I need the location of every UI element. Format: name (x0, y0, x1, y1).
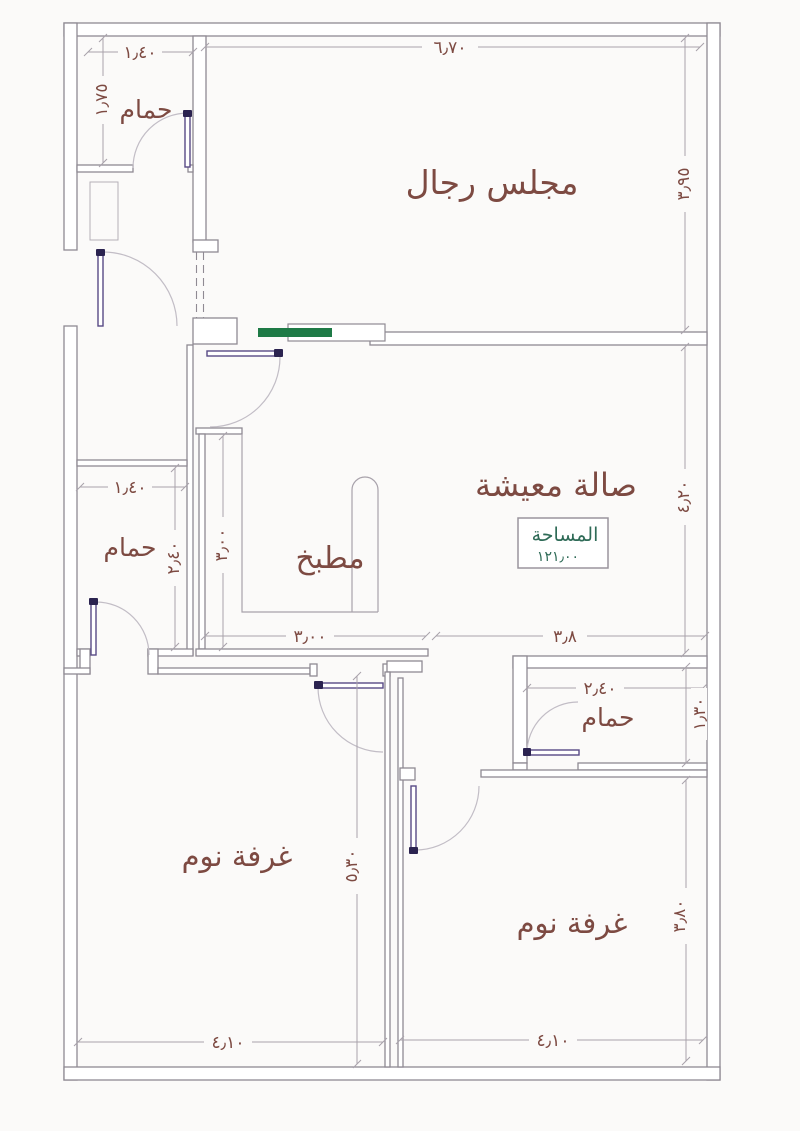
door-arc (96, 602, 149, 655)
door-leaf (411, 786, 416, 850)
dim-bath3-width (523, 679, 707, 699)
wall-hall-step (387, 661, 422, 672)
dim-text: ٢٫٤٠ (164, 541, 184, 575)
room-label-bathroom-top: حمام (119, 95, 173, 124)
area-stamp (518, 518, 608, 568)
dim-text: ٣٫٨٠ (670, 899, 690, 933)
room-label-bathroom-middle: حمام (103, 533, 157, 562)
wall-bath1-bottom (77, 165, 133, 172)
wall-right (707, 23, 720, 1080)
room-label-bedroom-left: غرفة نوم (181, 839, 293, 873)
room-label-living: صالة معيشة (475, 466, 637, 504)
door-bathroom-middle (89, 598, 149, 655)
dim-bedroom1-height (342, 672, 362, 1068)
wall-bath2-right (187, 345, 193, 655)
room-label-kitchen: مطبخ (295, 541, 365, 576)
door-arc (103, 252, 177, 326)
kitchen-counter (242, 434, 378, 612)
door-cap (96, 249, 105, 256)
dim-text: ٤٫١٠ (536, 1031, 570, 1051)
door-cap (523, 748, 531, 756)
wall-bedroom2-door-jamb (400, 768, 415, 780)
wall-bedroom-divider-a (385, 672, 390, 1067)
door-cap (409, 847, 418, 854)
wall-bedroom1-door-jamb-left (310, 664, 317, 676)
door-cap (89, 598, 98, 605)
window-green-sash (258, 328, 332, 337)
dim-bath2-width (76, 478, 189, 498)
wall-vestibule-right (193, 36, 206, 242)
wall-top (64, 23, 720, 36)
wall-pilaster (193, 318, 237, 344)
door-leaf (91, 600, 96, 655)
dim-majlis-width (201, 38, 704, 58)
wall-majlis-living (370, 332, 707, 345)
dim-living-width (432, 627, 709, 647)
dim-text: ١٫٤٠ (113, 478, 147, 498)
door-leaf (185, 112, 190, 167)
door-leaf (98, 251, 103, 326)
door-bedroom-left (314, 681, 383, 752)
door-leaf (318, 683, 383, 688)
wall-bath3-bottom-right (578, 763, 707, 770)
dim-kitchen-height (212, 432, 232, 651)
dim-text: ١٫٤٠ (123, 43, 157, 63)
dim-text: ١٫٣٠ (690, 697, 710, 731)
dim-kitchen-width (201, 627, 430, 647)
wall-left-lower (64, 326, 77, 1080)
room-label-bathroom-small: حمام (581, 703, 635, 732)
dim-bath2-height (164, 464, 184, 651)
room-label-majlis: مجلس رجال (405, 163, 579, 202)
door-main-entrance (96, 249, 177, 326)
wall-kitchen-left (199, 434, 205, 649)
dim-text: ٣٫٨ (553, 627, 577, 647)
door-leaf (207, 351, 279, 356)
dim-text: ٦٫٧٠ (433, 38, 467, 58)
dim-bedroom2-width (396, 1031, 707, 1051)
door-entry-living (207, 349, 283, 427)
wall-left-upper (64, 23, 77, 250)
dim-text: ٤٫٢٠ (674, 480, 694, 514)
dim-text: ١٫٧٥ (92, 83, 112, 117)
dim-bedroom1-width (74, 1033, 387, 1053)
door-cap (314, 681, 323, 689)
wall-bedroom1-top-a (64, 668, 90, 674)
door-leaf (527, 750, 579, 755)
window-symbol (258, 324, 385, 341)
area-stamp-value: ١٢١٫٠٠ (536, 549, 580, 565)
door-arc (210, 357, 280, 427)
area-stamp-title: المساحة (531, 524, 599, 546)
door-arc (318, 687, 383, 752)
dim-majlis-height (674, 34, 694, 334)
dim-text: ٣٫٠٠ (293, 627, 327, 647)
dim-text: ٢٫٤٠ (583, 679, 617, 699)
wall-bedroom-divider-b (398, 678, 403, 1067)
dim-bath1-width (84, 43, 197, 63)
dim-bath1-height (92, 34, 112, 167)
dim-living-height (674, 343, 694, 657)
door-bathroom-small (523, 702, 579, 756)
wall-bedroom2-top (481, 770, 707, 777)
door-cap (274, 349, 283, 357)
dim-text: ٤٫١٠ (211, 1033, 245, 1053)
dim-text: ٥٫٣٠ (342, 849, 362, 883)
wall-bath2-top (77, 460, 187, 466)
wall-bath3-left (513, 656, 527, 763)
wall-kitchen-bottom (196, 649, 428, 656)
door-cap (183, 110, 192, 117)
dim-text: ٣٫٠٠ (212, 528, 232, 562)
wall-bottom (64, 1067, 720, 1080)
wall-dashed-opening (197, 252, 204, 318)
dim-text: ٣٫٩٥ (674, 167, 694, 201)
vestibule-closet (90, 182, 118, 240)
door-arc (415, 786, 479, 850)
wall-bedroom1-top-b (158, 668, 310, 674)
room-label-bedroom-right: غرفة نوم (516, 906, 628, 940)
door-bedroom-right (409, 786, 479, 854)
wall-bath3-bottom-left (513, 763, 527, 770)
dim-bedroom2-height (670, 776, 690, 1065)
door-arc (527, 702, 578, 753)
wall-kitchen-top (196, 428, 242, 434)
wall-bath3-top (513, 656, 707, 668)
wall-step-upper (193, 240, 218, 252)
dim-bath3-height (682, 663, 710, 767)
